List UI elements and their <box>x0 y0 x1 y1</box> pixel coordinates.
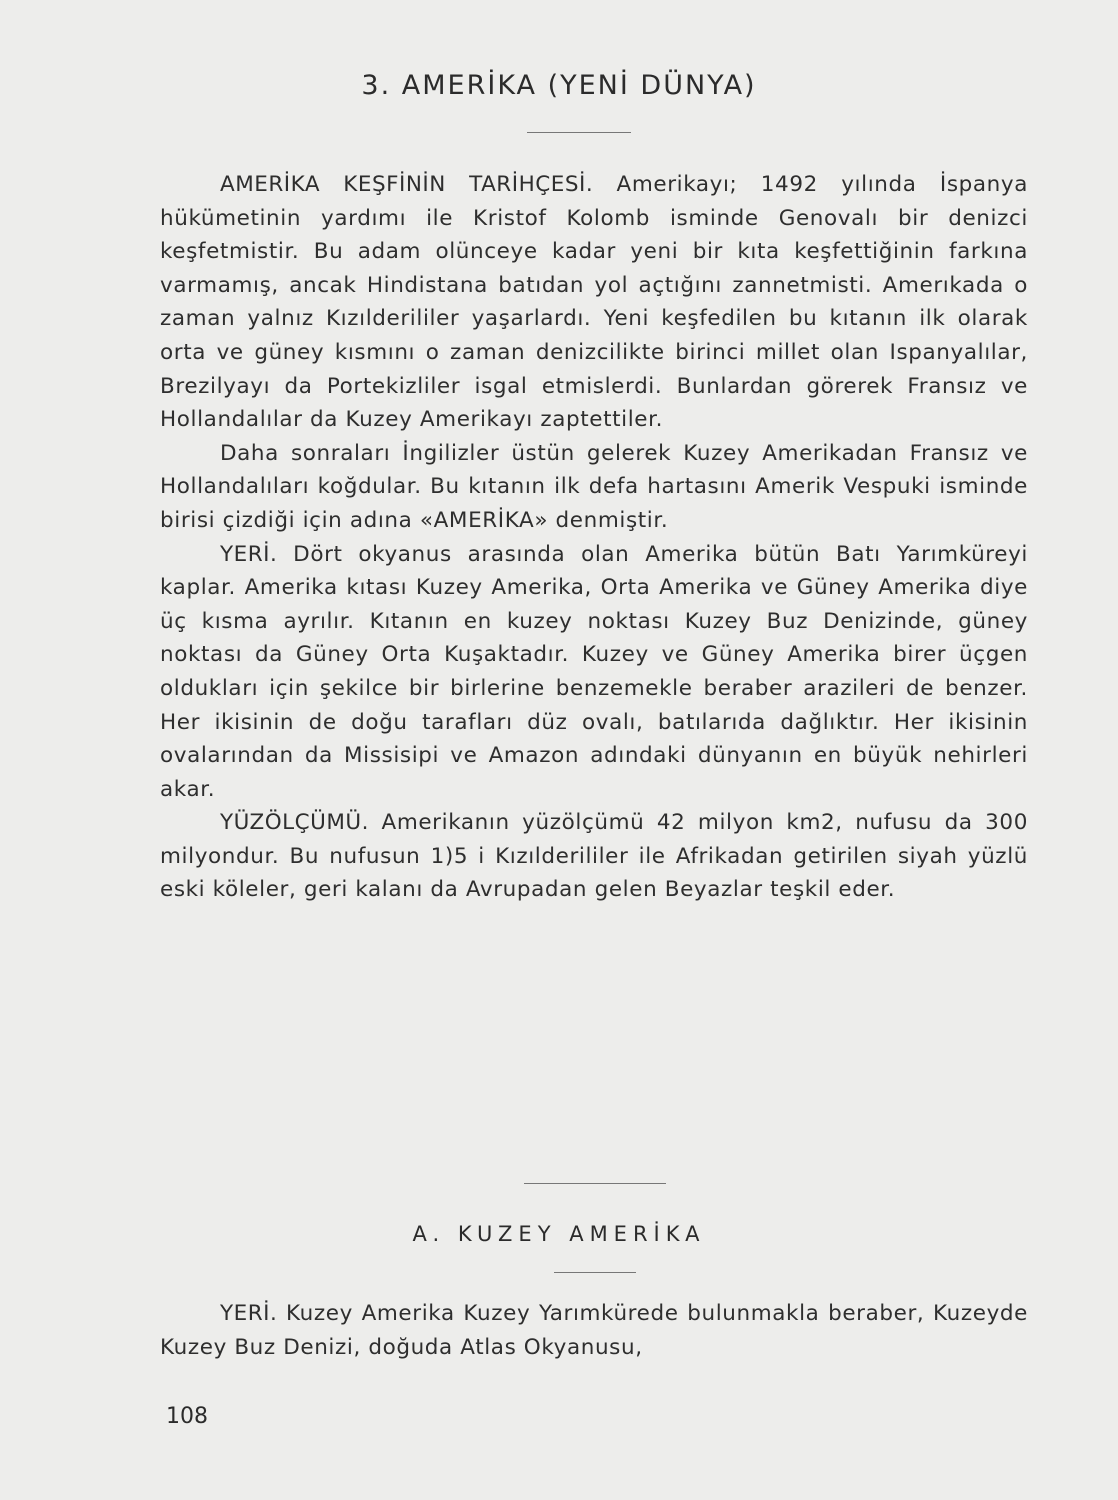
chapter-title: 3. AMERİKA (YENİ DÜNYA) <box>361 70 757 101</box>
paragraph-lead: YERİ. <box>220 1301 278 1326</box>
section-title: A. KUZEY AMERİKA <box>412 1222 706 1246</box>
divider-rule <box>527 132 631 133</box>
paragraph-text: Dört okyanus arasında olan Amerika bütün Batı Yarımküreyi kaplar. Amerika kıtası Kuzey Amerika, Orta Amerika ve Güney Amerika diye üç kısma ayrılır. Kıtanın en kuzey noktası Kuzey Buz Denizinde, güney noktası da Güney Orta Kuşaktadır. Kuzey ve Güney Amerika birer üçgen oldukları için şekilce bir birlerine benzemekle beraber arazileri de benzer. Her ikisinin de doğu tarafları düz ovalı, batılarıda dağlıktır. Her ikisinin ovalarından da Missisipi ve Amazon adındaki dünyanın en büyük nehirleri akar. <box>160 541 1028 802</box>
paragraph-lead: AMERİKA KEŞFİNİN TARİHÇESİ. <box>220 172 594 197</box>
paragraph-lead: YERİ. <box>220 541 278 567</box>
paragraph-north-america-location <box>160 1297 1028 1364</box>
divider-rule <box>554 1272 636 1273</box>
paragraph-location <box>160 538 1028 807</box>
paragraph-area <box>160 806 1028 907</box>
paragraph-text: Amerikayı; 1492 yılında İspanya hükümetinin yardımı ile Kristof Kolomb isminde Genovalı bir denizci keşfetmistir. Bu adam olünceye kadar yeni bir kıta keşfettiğinin farkına varmamış, ancak Hindistana batıdan yol açtığını zannetmisti. Amerıkada o zaman yalnız Kızılderililer yaşarlardı. Yeni keşfedilen bu kıtanın ilk olarak orta ve güney kısmını o zaman denizcilikte birinci millet olan Ispanyalılar, Brezilyayı da Portekizliler isgal etmislerdi. Bunlardan görerek Fransız ve Hollandalılar da Kuzey Amerikayı zaptettiler. <box>160 172 1028 433</box>
divider-rule <box>524 1183 666 1184</box>
body-text <box>160 168 1028 907</box>
paragraph-text: Daha sonraları İngilizler üstün gelerek Kuzey Amerikadan Fransız ve Hollandalıları koğdular. Bu kıtanın ilk defa hartasını Amerik Vespuki isminde birisi çizdiği için adına «AMERİKA» denmiştir. <box>160 440 1028 533</box>
paragraph-lead: YÜZÖLÇÜMÜ. <box>220 810 369 836</box>
section-body-text <box>160 1297 1028 1364</box>
page-number: 108 <box>166 1404 208 1429</box>
paragraph-text: Amerikanın yüzölçümü 42 milyon km2, nufusu da 300 milyondur. Bu nufusun 1)5 i Kızılderililer ile Afrikadan getirilen siyah yüzlü eski köleler, geri kalanı da Avrupadan gelen Beyazlar teşkil eder. <box>160 810 1028 903</box>
paragraph-history <box>160 168 1028 437</box>
paragraph-naming <box>160 437 1028 538</box>
paragraph-text: Kuzey Amerika Kuzey Yarımkürede bulunmakla beraber, Kuzeyde Kuzey Buz Denizi, doğuda Atlas Okyanusu, <box>160 1301 1028 1360</box>
